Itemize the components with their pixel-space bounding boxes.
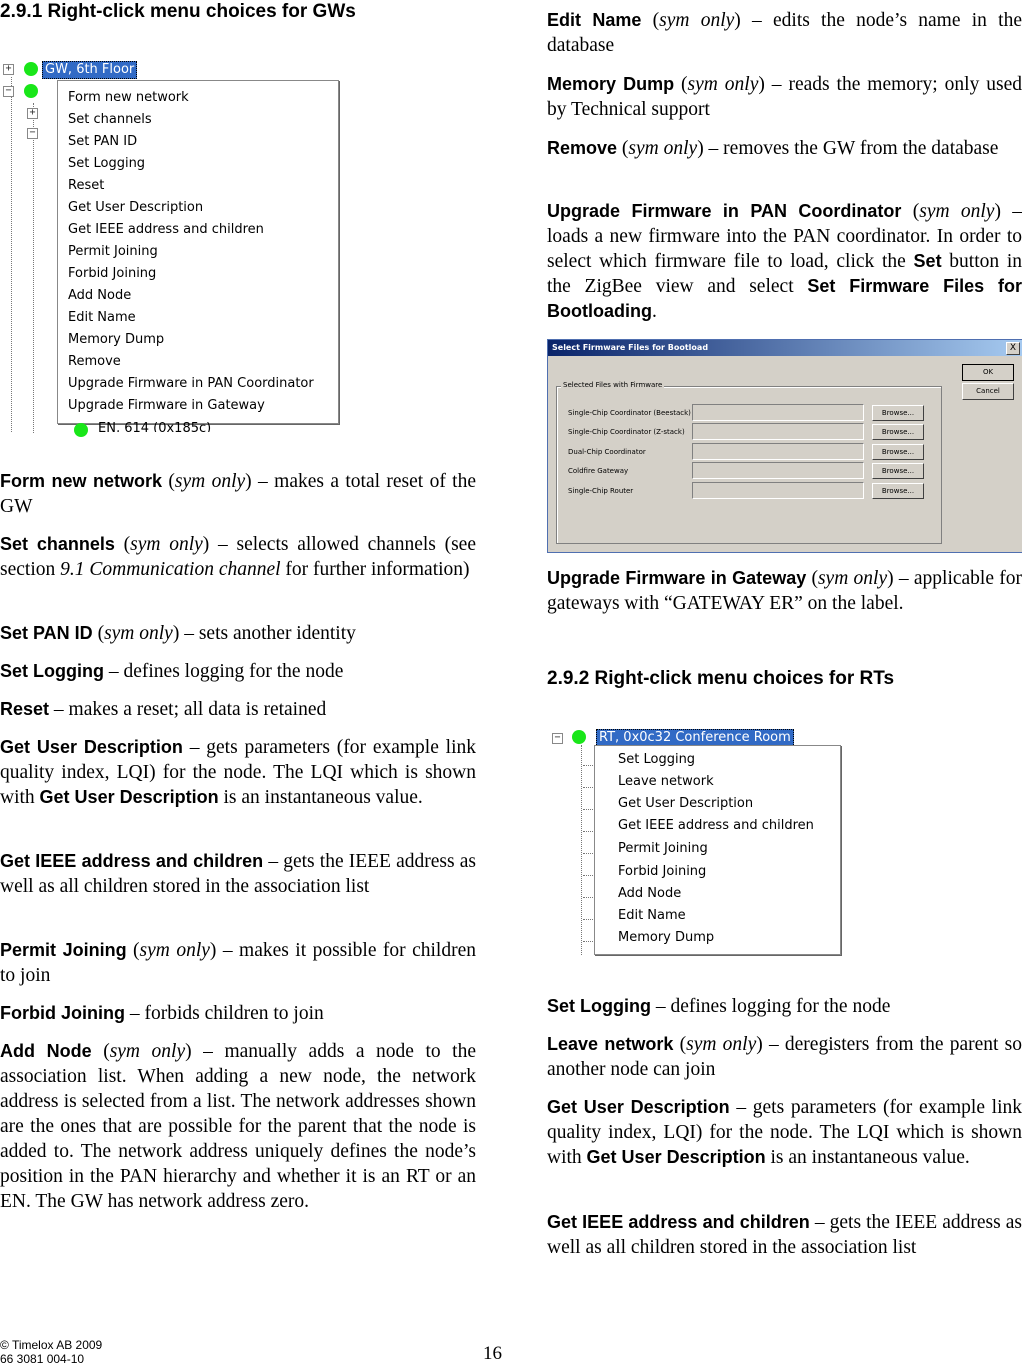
menu-item-memory-dump[interactable]: Memory Dump [68, 332, 165, 347]
desc-rt-get-user-description: Get User Description – gets parameters (for example link quality index, LQI) for the node. The LQI which is shown with Get User Description is an instantaneous value. [547, 1097, 1022, 1168]
file-field-router[interactable] [692, 482, 864, 499]
tree-connector [583, 919, 593, 920]
tree-connector [583, 941, 593, 942]
desc-remove: Remove (sym only) – removes the GW from the database [547, 138, 999, 159]
close-icon[interactable]: X [1006, 342, 1020, 355]
browse-button[interactable]: Browse... [872, 444, 924, 460]
menu-item-permit-joining[interactable]: Permit Joining [618, 841, 708, 856]
menu-item-edit-name[interactable]: Edit Name [68, 310, 136, 325]
menu-item-add-node[interactable]: Add Node [68, 288, 132, 303]
menu-item-set-logging[interactable]: Set Logging [618, 752, 696, 767]
row-label-coldfire: Coldfire Gateway [568, 467, 629, 475]
desc-set-pan-id: Set PAN ID (sym only) – sets another identity [0, 623, 356, 644]
collapse-icon[interactable]: − [3, 86, 14, 97]
row-label-beestack: Single-Chip Coordinator (Beestack) [568, 409, 691, 417]
ok-button[interactable]: OK [962, 364, 1014, 381]
desc-leave-network: Leave network (sym only) – deregisters from the parent so another node can join [547, 1034, 1022, 1080]
expand-icon[interactable]: + [27, 108, 38, 119]
menu-item-memory-dump[interactable]: Memory Dump [618, 930, 715, 945]
desc-form-new-network: Form new network (sym only) – makes a total reset of the GW [0, 471, 477, 517]
browse-button[interactable]: Browse... [872, 424, 924, 440]
row-label-dual-chip: Dual-Chip Coordinator [568, 448, 646, 456]
menu-item-set-channels[interactable]: Set channels [68, 112, 152, 127]
firmware-files-dialog [547, 339, 1022, 553]
gw-context-menu [57, 80, 339, 424]
desc-rt-get-ieee-address: Get IEEE address and children – gets the IEEE address as well as all children stored in the association list [547, 1212, 1022, 1258]
desc-set-channels: Set channels (sym only) – selects allowed channels (see section 9.1 Communication channel for further information) [0, 534, 476, 580]
tree-connector [583, 897, 593, 898]
desc-add-node: Add Node (sym only) – manually adds a node to the association list. When adding a new node, the network address is selected from a list. The network addresses shown are the ones that are possible for the parent that the node is added to. The network address uniquely defines the node’s position in the PAN hierarchy and whether it is an RT or an EN. The GW has network address zero. [0, 1041, 476, 1212]
menu-item-get-ieee-address[interactable]: Get IEEE address and children [618, 818, 814, 833]
rt-context-menu-screenshot [547, 723, 847, 958]
desc-permit-joining: Permit Joining (sym only) – makes it possible for children to join [0, 940, 476, 986]
status-online-icon [572, 730, 586, 744]
tree-node-rt[interactable]: RT, 0x0c32 Conference Room [596, 729, 794, 747]
section-heading-2-9-1: 2.9.1 Right-click menu choices for GWs [0, 1, 356, 22]
menu-item-set-logging[interactable]: Set Logging [68, 156, 146, 171]
cancel-button[interactable]: Cancel [962, 383, 1014, 400]
desc-upgrade-gateway: Upgrade Firmware in Gateway (sym only) – applicable for gateways with “GATEWAY ER” on the label. [547, 568, 1022, 614]
menu-item-leave-network[interactable]: Leave network [618, 774, 714, 789]
status-online-icon [24, 84, 38, 98]
footer-copyright [0, 1338, 102, 1366]
document-number: 66 3081 004-10 [0, 1352, 85, 1366]
desc-memory-dump: Memory Dump (sym only) – reads the memory; only used by Technical support [547, 74, 1022, 120]
status-online-icon [74, 423, 88, 437]
expand-icon[interactable]: + [3, 64, 14, 75]
tree-connector [583, 875, 593, 876]
browse-button[interactable]: Browse... [872, 405, 924, 421]
menu-item-upgrade-pan-coordinator[interactable]: Upgrade Firmware in PAN Coordinator [68, 376, 314, 391]
menu-item-reset[interactable]: Reset [68, 178, 105, 193]
tree-connector [583, 831, 593, 832]
menu-item-forbid-joining[interactable]: Forbid Joining [68, 266, 157, 281]
desc-forbid-joining: Forbid Joining – forbids children to join [0, 1003, 324, 1024]
tree-connector [583, 787, 593, 788]
status-online-icon [24, 62, 38, 76]
tree-connector [581, 745, 582, 955]
desc-get-user-description: Get User Description – gets parameters (for example link quality index, LQI) for the node. The LQI which is shown with Get User Description is an instantaneous value. [0, 737, 476, 808]
tree-node-en[interactable]: EN, 614 (0x185c) [98, 421, 212, 432]
desc-upgrade-pan-coordinator: Upgrade Firmware in PAN Coordinator (sym only) – loads a new firmware into the PAN coordinator. In order to select which firmware file to load, click the Set button in the ZigBee view and select Set Firmware Files for Bootloading. [547, 201, 1022, 322]
desc-reset: Reset – makes a reset; all data is retained [0, 699, 327, 720]
browse-button[interactable]: Browse... [872, 463, 924, 479]
menu-item-edit-name[interactable]: Edit Name [618, 908, 686, 923]
row-label-z-stack: Single-Chip Coordinator (Z-stack) [568, 428, 685, 436]
gw-context-menu-screenshot [0, 55, 345, 435]
menu-item-permit-joining[interactable]: Permit Joining [68, 244, 158, 259]
row-label-router: Single-Chip Router [568, 487, 634, 495]
tree-node-gw[interactable]: GW, 6th Floor [42, 61, 137, 79]
tree-connector [33, 103, 34, 433]
menu-item-remove[interactable]: Remove [68, 354, 121, 369]
desc-edit-name: Edit Name (sym only) – edits the node’s name in the database [547, 10, 1022, 56]
tree-connector [583, 765, 593, 766]
file-field-coldfire[interactable] [692, 462, 864, 479]
collapse-icon[interactable]: − [552, 733, 563, 744]
menu-item-forbid-joining[interactable]: Forbid Joining [618, 864, 707, 879]
file-field-beestack[interactable] [692, 404, 864, 421]
group-label: Selected Files with Firmware [563, 381, 663, 389]
page-number: 16 [483, 1343, 502, 1364]
dialog-title: Select Firmware Files for Bootload [548, 340, 1022, 356]
menu-item-get-user-description[interactable]: Get User Description [618, 796, 754, 811]
menu-item-get-user-description[interactable]: Get User Description [68, 200, 204, 215]
section-heading-2-9-2: 2.9.2 Right-click menu choices for RTs [547, 668, 895, 689]
menu-item-add-node[interactable]: Add Node [618, 886, 682, 901]
browse-button[interactable]: Browse... [872, 483, 924, 499]
desc-set-logging: Set Logging – defines logging for the node [0, 661, 344, 682]
file-field-z-stack[interactable] [692, 423, 864, 440]
file-field-dual-chip[interactable] [692, 443, 864, 460]
menu-item-get-ieee-address[interactable]: Get IEEE address and children [68, 222, 264, 237]
menu-item-form-new-network[interactable]: Form new network [68, 90, 189, 105]
tree-connector [583, 809, 593, 810]
menu-item-set-pan-id[interactable]: Set PAN ID [68, 134, 138, 149]
collapse-icon[interactable]: − [27, 128, 38, 139]
desc-get-ieee-address: Get IEEE address and children – gets the IEEE address as well as all children stored in the association list [0, 851, 476, 897]
desc-rt-set-logging: Set Logging – defines logging for the node [547, 996, 891, 1017]
tree-connector [583, 853, 593, 854]
copyright-line: © Timelox AB 2009 [0, 1338, 103, 1352]
rt-context-menu [594, 745, 841, 955]
tree-connector [11, 77, 12, 432]
menu-item-upgrade-gateway[interactable]: Upgrade Firmware in Gateway [68, 398, 265, 413]
